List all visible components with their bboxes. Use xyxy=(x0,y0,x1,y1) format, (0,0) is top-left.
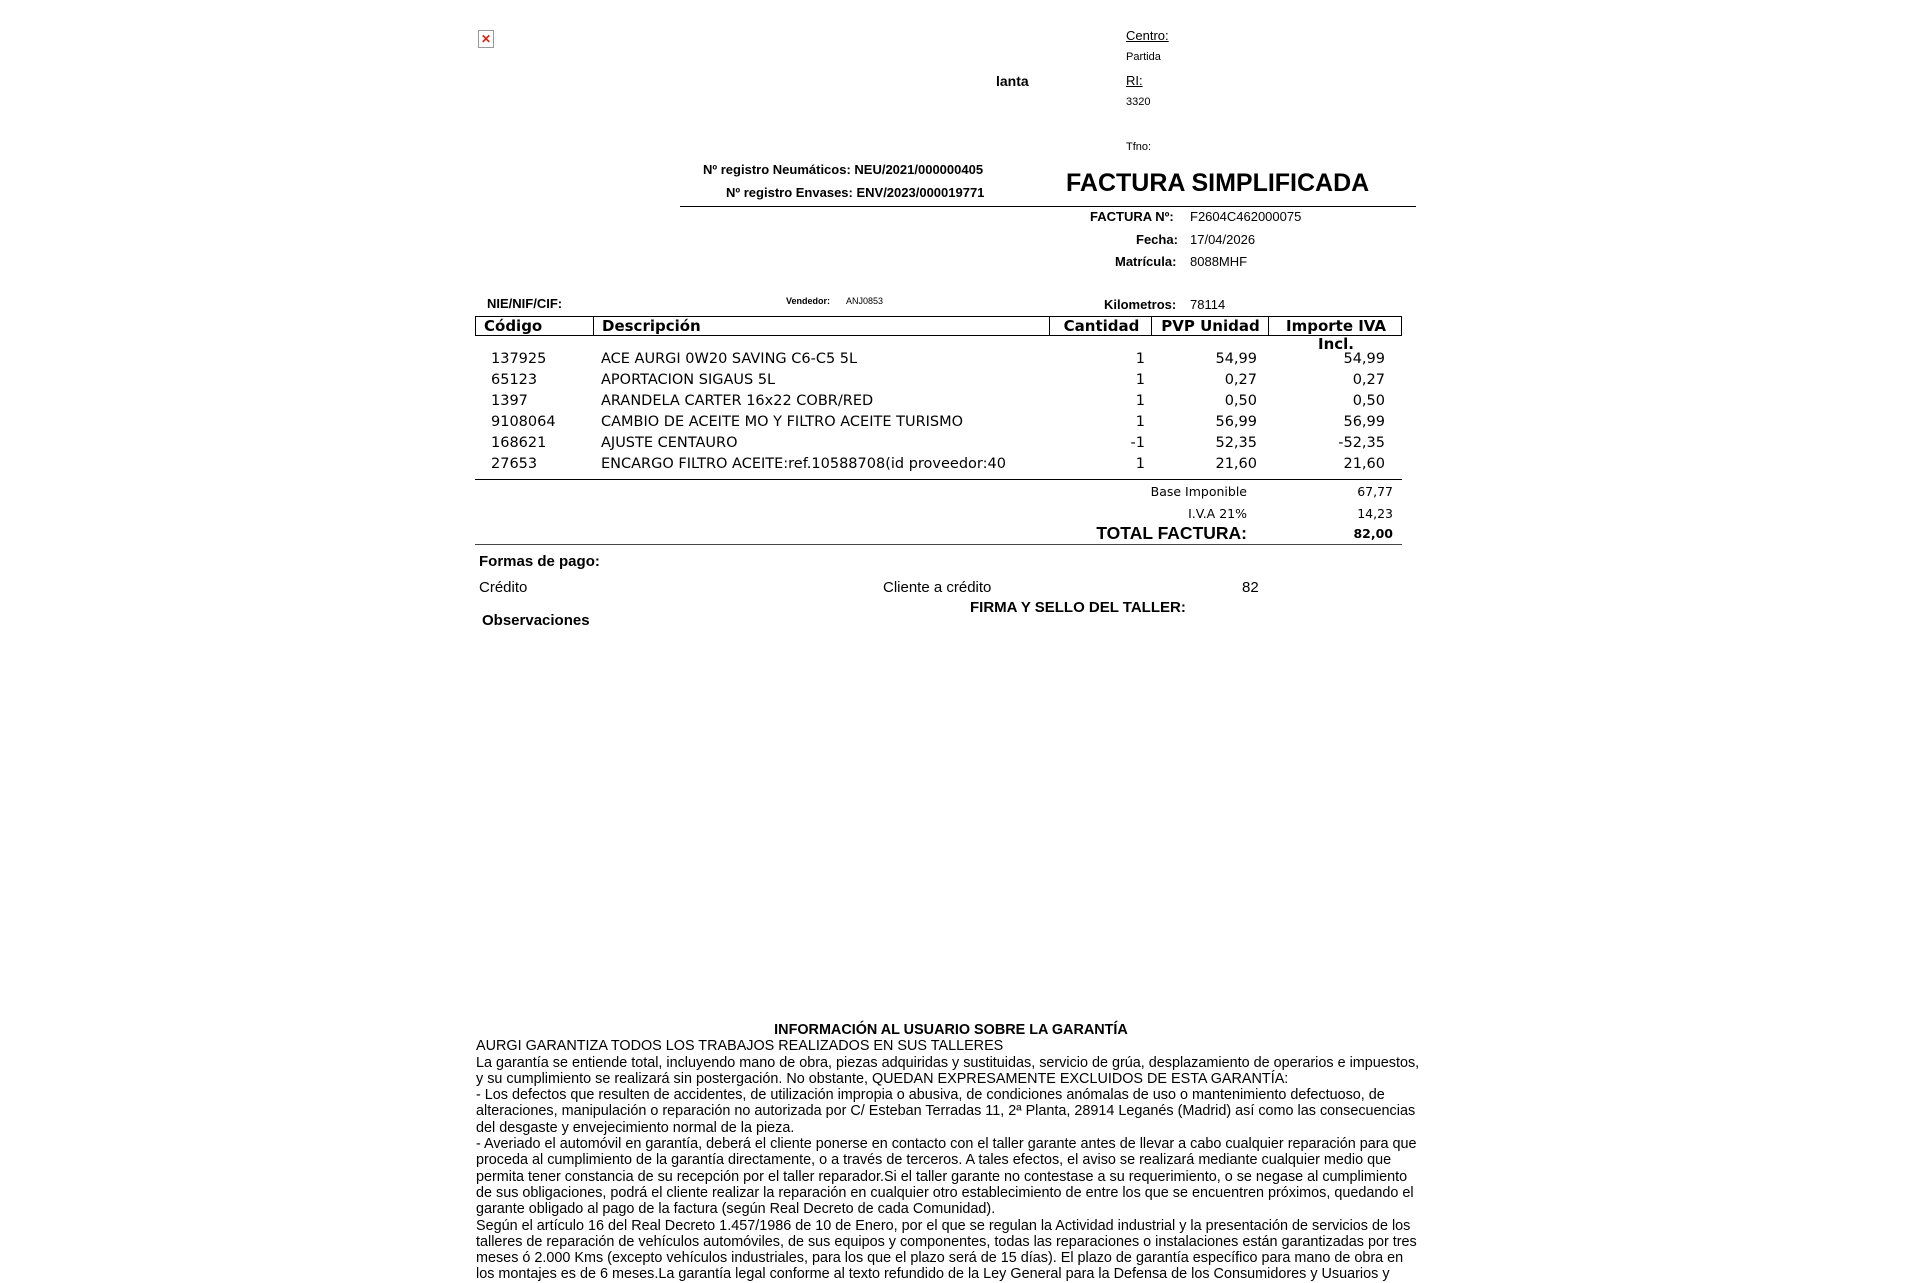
cell-codigo: 9108064 xyxy=(491,414,556,430)
payment-type: Cliente a crédito xyxy=(883,579,992,596)
table-row xyxy=(475,433,1402,454)
cell-descripcion: APORTACION SIGAUS 5L xyxy=(601,372,776,388)
cell-importe: 21,60 xyxy=(1343,456,1385,472)
warranty-title: INFORMACIÓN AL USUARIO SOBRE LA GARANTÍA xyxy=(774,1022,1128,1038)
col-importe: Importe IVA Incl. xyxy=(1268,317,1403,335)
centro-label: Centro: xyxy=(1126,28,1169,43)
warranty-line: - Los defectos que resulten de accidentes, de utilización impropia o abusiva, de condiciones anómalas de uso o mantenimiento defectuoso, de xyxy=(476,1087,1385,1104)
warranty-section xyxy=(476,1022,1436,1283)
table-row xyxy=(475,412,1402,433)
fecha-value: 17/04/2026 xyxy=(1190,232,1256,247)
broken-logo-image xyxy=(478,30,494,48)
base-imponible-label: Base Imponible xyxy=(1150,484,1247,499)
warranty-line: y su cumplimiento se realizará sin postergación. No obstante, QUEDAN EXPRESAMENTE EXCLUIDOS DE ESTA GARANTÍA: xyxy=(476,1070,1289,1087)
table-row xyxy=(475,454,1402,475)
warranty-line: alteraciones, manipulación o reparación no autorizada por C/ Esteban Terradas 11, 2ª Planta, 28914 Leganés (Madrid) así como las consecuencias xyxy=(476,1103,1416,1120)
cell-descripcion: ENCARGO FILTRO ACEITE:ref.10588708(id proveedor:40 xyxy=(601,456,1006,472)
cell-pvp: 0,27 xyxy=(1224,372,1257,388)
cell-importe: 56,99 xyxy=(1343,414,1385,430)
registro-neumaticos: Nº registro Neumáticos: NEU/2021/000000405 xyxy=(703,162,984,177)
base-imponible-value: 67,77 xyxy=(1357,484,1393,499)
ri-label: RI: xyxy=(1126,73,1143,88)
total-factura-label: TOTAL FACTURA: xyxy=(1096,523,1247,543)
iva-value: 14,23 xyxy=(1357,506,1393,521)
cell-cantidad: 1 xyxy=(1135,456,1145,472)
cell-importe: 0,50 xyxy=(1352,393,1385,409)
firma-sello-label: FIRMA Y SELLO DEL TALLER: xyxy=(970,599,1186,616)
matricula-value: 8088MHF xyxy=(1190,254,1248,269)
cell-codigo: 1397 xyxy=(491,393,528,409)
broken-image-icon: ✕ xyxy=(481,32,492,46)
iva-label: I.V.A 21% xyxy=(1188,506,1247,521)
warranty-line: talleres de reparación de vehículos automóviles, de sus equipos y componentes, todas las reparaciones o instalaciones están garantizadas por tres xyxy=(476,1233,1417,1250)
warranty-line: los montajes es de 6 meses.La garantía legal conforme al texto refundido de la Ley General para la Defensa de los Consumidores y Usuarios y xyxy=(476,1266,1390,1283)
cell-codigo: 168621 xyxy=(491,435,547,451)
cell-descripcion: CAMBIO DE ACEITE MO Y FILTRO ACEITE TURISMO xyxy=(601,414,964,430)
cell-importe: 54,99 xyxy=(1343,351,1385,367)
warranty-line: meses ó 2.000 Kms (excepto vehículos industriales, para los que el plazo será de 15 días). El plazo de garantía específico para mano de obra en xyxy=(476,1250,1404,1267)
warranty-line: AURGI GARANTIZA TODOS LOS TRABAJOS REALIZADOS EN SUS TALLERES xyxy=(476,1038,1004,1055)
vendedor-label: Vendedor: xyxy=(786,296,831,306)
cell-pvp: 56,99 xyxy=(1215,414,1257,430)
vendedor-value: ANJ0853 xyxy=(846,296,884,306)
matricula-label: Matrícula: xyxy=(1115,254,1177,269)
cell-codigo: 27653 xyxy=(491,456,538,472)
observaciones-label: Observaciones xyxy=(482,612,590,629)
warranty-line: permita tener constancia de su recepción por el taller reparador.Si el taller garante no contestase a su requerimiento, o se negase al cumplimiento xyxy=(476,1168,1408,1185)
nif-label: NIE/NIF/CIF: xyxy=(487,296,563,311)
fecha-label: Fecha: xyxy=(1136,232,1178,247)
factura-numero-label: FACTURA Nº: xyxy=(1090,209,1174,224)
total-factura-value: 82,00 xyxy=(1353,526,1393,541)
items-table-header xyxy=(475,316,1402,353)
cell-importe: 0,27 xyxy=(1352,372,1385,388)
kilometros-label: Kilometros: xyxy=(1104,297,1177,312)
centro-value: Partida xyxy=(1126,51,1161,63)
table-bottom-rule xyxy=(475,479,1402,480)
cell-pvp: 0,50 xyxy=(1224,393,1257,409)
table-row xyxy=(475,349,1402,370)
kilometros-value: 78114 xyxy=(1190,297,1226,312)
payment-amount: 82 xyxy=(1242,579,1259,596)
cell-cantidad: -1 xyxy=(1130,435,1145,451)
cell-cantidad: 1 xyxy=(1135,414,1145,430)
warranty-line: de sus obligaciones, podrá el cliente realizar la reparación en cualquier otro establecimiento de entre los que se encuentren próximos, quedando el xyxy=(476,1184,1414,1201)
warranty-line: Según el artículo 16 del Real Decreto 1.457/1986 de 10 de Enero, por el que se regulan la Actividad industrial y la presentación de servicios de los xyxy=(476,1217,1411,1234)
tfno-label: Tfno: xyxy=(1126,141,1152,153)
cell-pvp: 21,60 xyxy=(1215,456,1257,472)
cell-cantidad: 1 xyxy=(1135,351,1145,367)
planta-fragment: lanta xyxy=(996,73,1029,89)
warranty-line: del desgaste y envejecimiento normal de la pieza. xyxy=(476,1119,795,1136)
warranty-line: proceda al cumplimiento de la garantía directamente, o a través de terceros. A tales efectos, el aviso se realizará mediante cualquier medio que xyxy=(476,1152,1392,1169)
col-codigo: Código xyxy=(484,317,543,335)
cell-pvp: 52,35 xyxy=(1215,435,1257,451)
registro-envases: Nº registro Envases: ENV/2023/000019771 xyxy=(726,185,985,200)
cell-importe: -52,35 xyxy=(1338,435,1385,451)
col-cantidad: Cantidad xyxy=(1049,317,1153,335)
cell-cantidad: 1 xyxy=(1135,372,1145,388)
invoice-title: FACTURA SIMPLIFICADA xyxy=(1066,169,1370,197)
title-underline xyxy=(680,206,1416,207)
formas-de-pago-label: Formas de pago: xyxy=(479,553,600,570)
warranty-line: garante obligado al pago de la factura (según Real Decreto de cada Comunidad). xyxy=(476,1201,996,1218)
table-row xyxy=(475,391,1402,412)
cell-descripcion: ACE AURGI 0W20 SAVING C6-C5 5L xyxy=(601,351,858,367)
ri-value: 3320 xyxy=(1126,96,1151,108)
col-descripcion: Descripción xyxy=(593,317,1052,335)
col-pvp: PVP Unidad xyxy=(1151,317,1269,335)
warranty-line: La garantía se entiende total, incluyendo mano de obra, piezas adquiridas y sustituidas, servicio de grúa, desplazamiento de operarios e impuestos, xyxy=(476,1054,1420,1071)
cell-pvp: 54,99 xyxy=(1215,351,1257,367)
table-row xyxy=(475,370,1402,391)
factura-numero-value: F2604C462000075 xyxy=(1190,209,1302,224)
warranty-line: - Averiado el automóvil en garantía, deberá el cliente ponerse en contacto con el taller garante antes de llevar a cabo cualquier reparación para que xyxy=(476,1136,1417,1153)
cell-cantidad: 1 xyxy=(1135,393,1145,409)
cell-descripcion: ARANDELA CARTER 16x22 COBR/RED xyxy=(601,393,874,409)
cell-codigo: 65123 xyxy=(491,372,538,388)
totals-bottom-rule xyxy=(475,544,1402,545)
cell-descripcion: AJUSTE CENTAURO xyxy=(601,435,738,451)
payment-method: Crédito xyxy=(479,579,528,596)
cell-codigo: 137925 xyxy=(491,351,547,367)
